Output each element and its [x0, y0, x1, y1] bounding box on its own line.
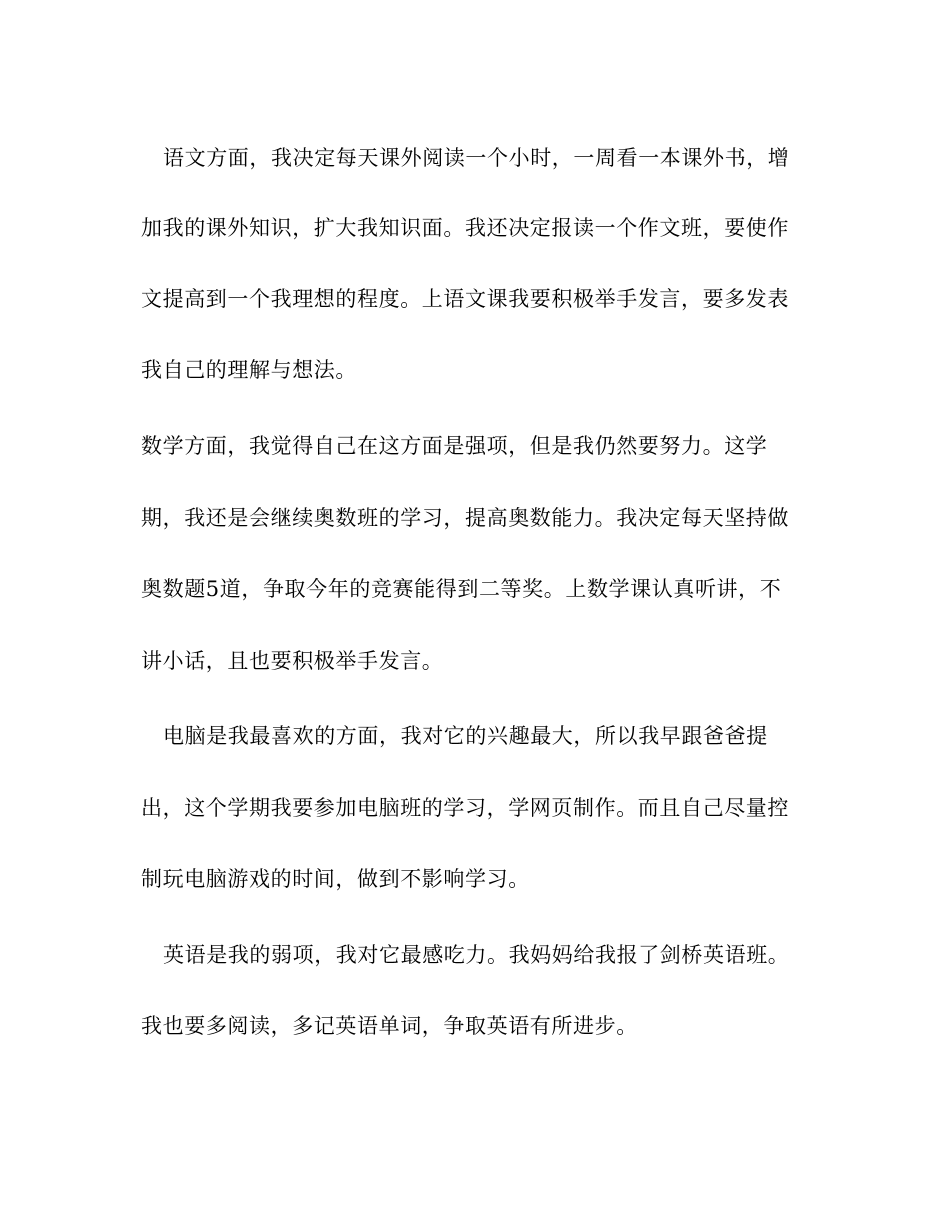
paragraph-2-line-4: 讲小话，且也要积极举手发言。	[141, 649, 444, 673]
paragraph-3-line-2: 出，这个学期我要参加电脑班的学习，学网页制作。而且自己尽量控	[141, 796, 789, 820]
paragraph-4-line-2: 我也要多阅读，多记英语单词，争取英语有所进步。	[141, 1014, 638, 1038]
paragraph-1-line-1: 语文方面，我决定每天课外阅读一个小时，一周看一本课外书，增	[163, 146, 790, 170]
paragraph-3-line-1: 电脑是我最喜欢的方面，我对它的兴趣最大，所以我早跟爸爸提	[163, 724, 768, 748]
paragraph-1-line-3: 文提高到一个我理想的程度。上语文课我要积极举手发言，要多发表	[141, 287, 789, 311]
paragraph-2-line-3: 奥数题5道，争取今年的竞赛能得到二等奖。上数学课认真听讲，不	[141, 577, 782, 601]
paragraph-3-line-3: 制玩电脑游戏的时间，做到不影响学习。	[141, 867, 530, 891]
paragraph-2-line-1: 数学方面，我觉得自己在这方面是强项，但是我仍然要努力。这学	[141, 434, 768, 458]
paragraph-2-line-2: 期，我还是会继续奥数班的学习，提高奥数能力。我决定每天坚持做	[141, 506, 789, 530]
paragraph-1-line-2: 加我的课外知识，扩大我知识面。我还决定报读一个作文班，要使作	[141, 216, 789, 240]
paragraph-4-line-1: 英语是我的弱项，我对它最感吃力。我妈妈给我报了剑桥英语班。	[163, 943, 790, 967]
paragraph-1-line-4: 我自己的理解与想法。	[141, 358, 357, 382]
